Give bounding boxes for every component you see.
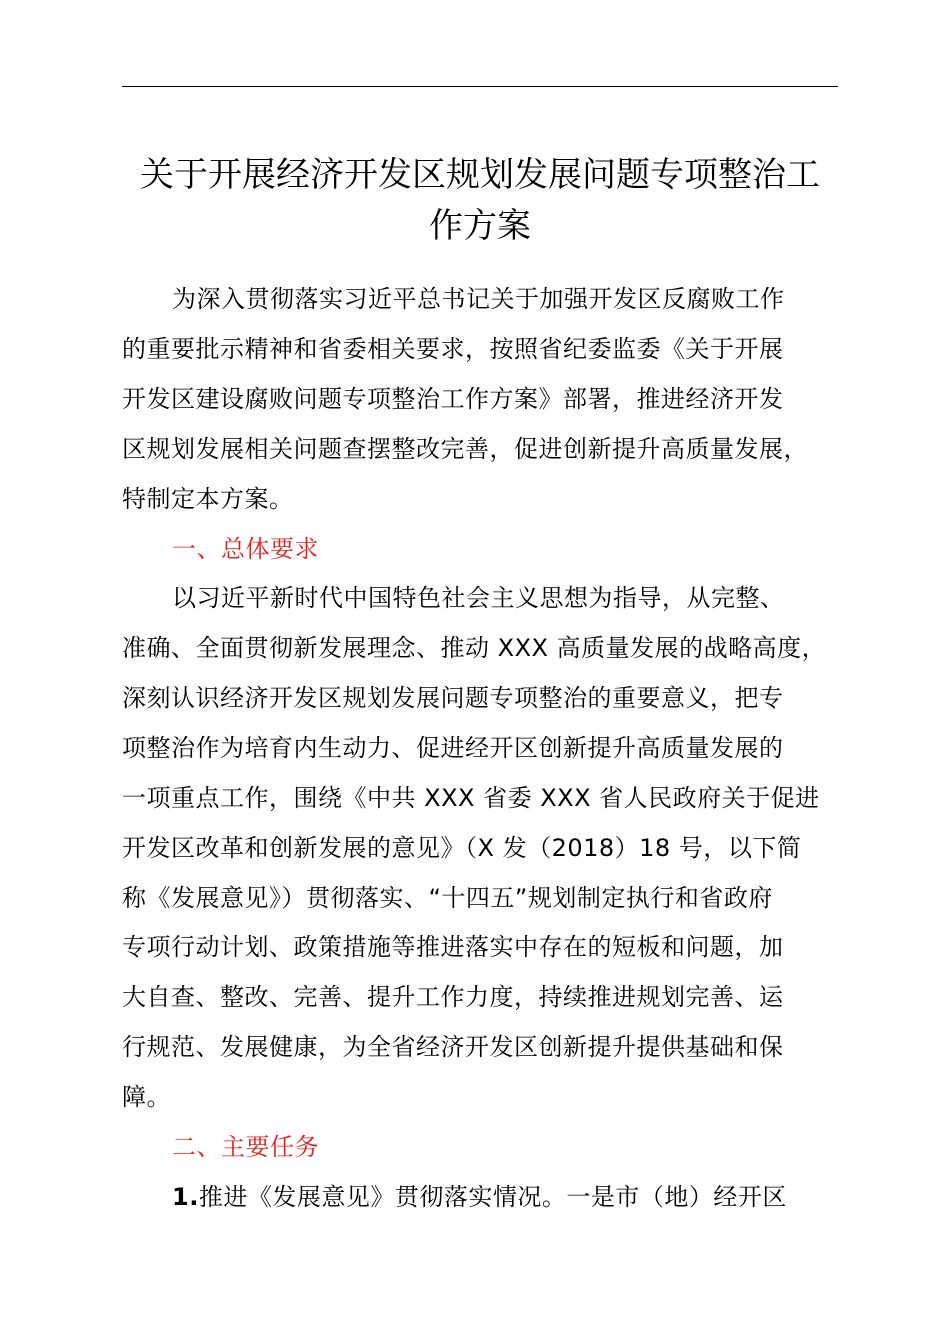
section1-line: 开发区改革和创新发展的意见》（X 发（2018）18 号，以下简 [122, 834, 802, 862]
section1-line: 行规范、发展健康，为全省经济开发区创新提升提供基础和保 [122, 1033, 784, 1061]
section1-line: 项整治作为培育内生动力、促进经开区创新提升高质量发展的 [122, 734, 784, 762]
intro-line: 区规划发展相关问题查摆整改完善，促进创新提升高质量发展， [122, 435, 808, 463]
title-line-2: 作方案 [429, 206, 531, 246]
section-heading-main-tasks: 二、主要任务 [172, 1133, 319, 1161]
section-heading-general-requirements: 一、总体要求 [172, 535, 319, 563]
section1-line: 一项重点工作，围绕《中共 XXX 省委 XXX 省人民政府关于促进 [122, 784, 820, 812]
title-line-1: 关于开展经济开发区规划发展问题专项整治工 [140, 155, 820, 195]
task-item-1 [172, 1172, 912, 1222]
header-rule [122, 86, 838, 87]
intro-line: 为深入贯彻落实习近平总书记关于加强开发区反腐败工作 [172, 285, 785, 313]
document-title [110, 150, 850, 252]
section1-line: 以习近平新时代中国特色社会主义思想为指导，从完整、 [172, 584, 785, 612]
section1-line: 专项行动计划、政策措施等推进落实中存在的短板和问题，加 [122, 933, 784, 961]
intro-line: 开发区建设腐败问题专项整治工作方案》部署，推进经济开发 [122, 385, 784, 413]
task-item-1-text: 推进《发展意见》贯彻落实情况。一是市（地）经开区 [198, 1183, 787, 1211]
task-item-1-number: 1. [172, 1183, 199, 1211]
section1-line: 障。 [122, 1083, 171, 1111]
intro-line: 的重要批示精神和省委相关要求，按照省纪委监委《关于开展 [122, 335, 784, 363]
section1-line: 深刻认识经济开发区规划发展问题专项整治的重要意义，把专 [122, 684, 784, 712]
intro-line: 特制定本方案。 [122, 485, 294, 513]
section1-line: 准确、全面贯彻新发展理念、推动 XXX 高质量发展的战略高度， [122, 634, 827, 662]
section1-line: 称《发展意见》）贯彻落实、“十四五”规划制定执行和省政府 [122, 884, 773, 912]
section1-line: 大自查、整改、完善、提升工作力度，持续推进规划完善、运 [122, 983, 784, 1011]
